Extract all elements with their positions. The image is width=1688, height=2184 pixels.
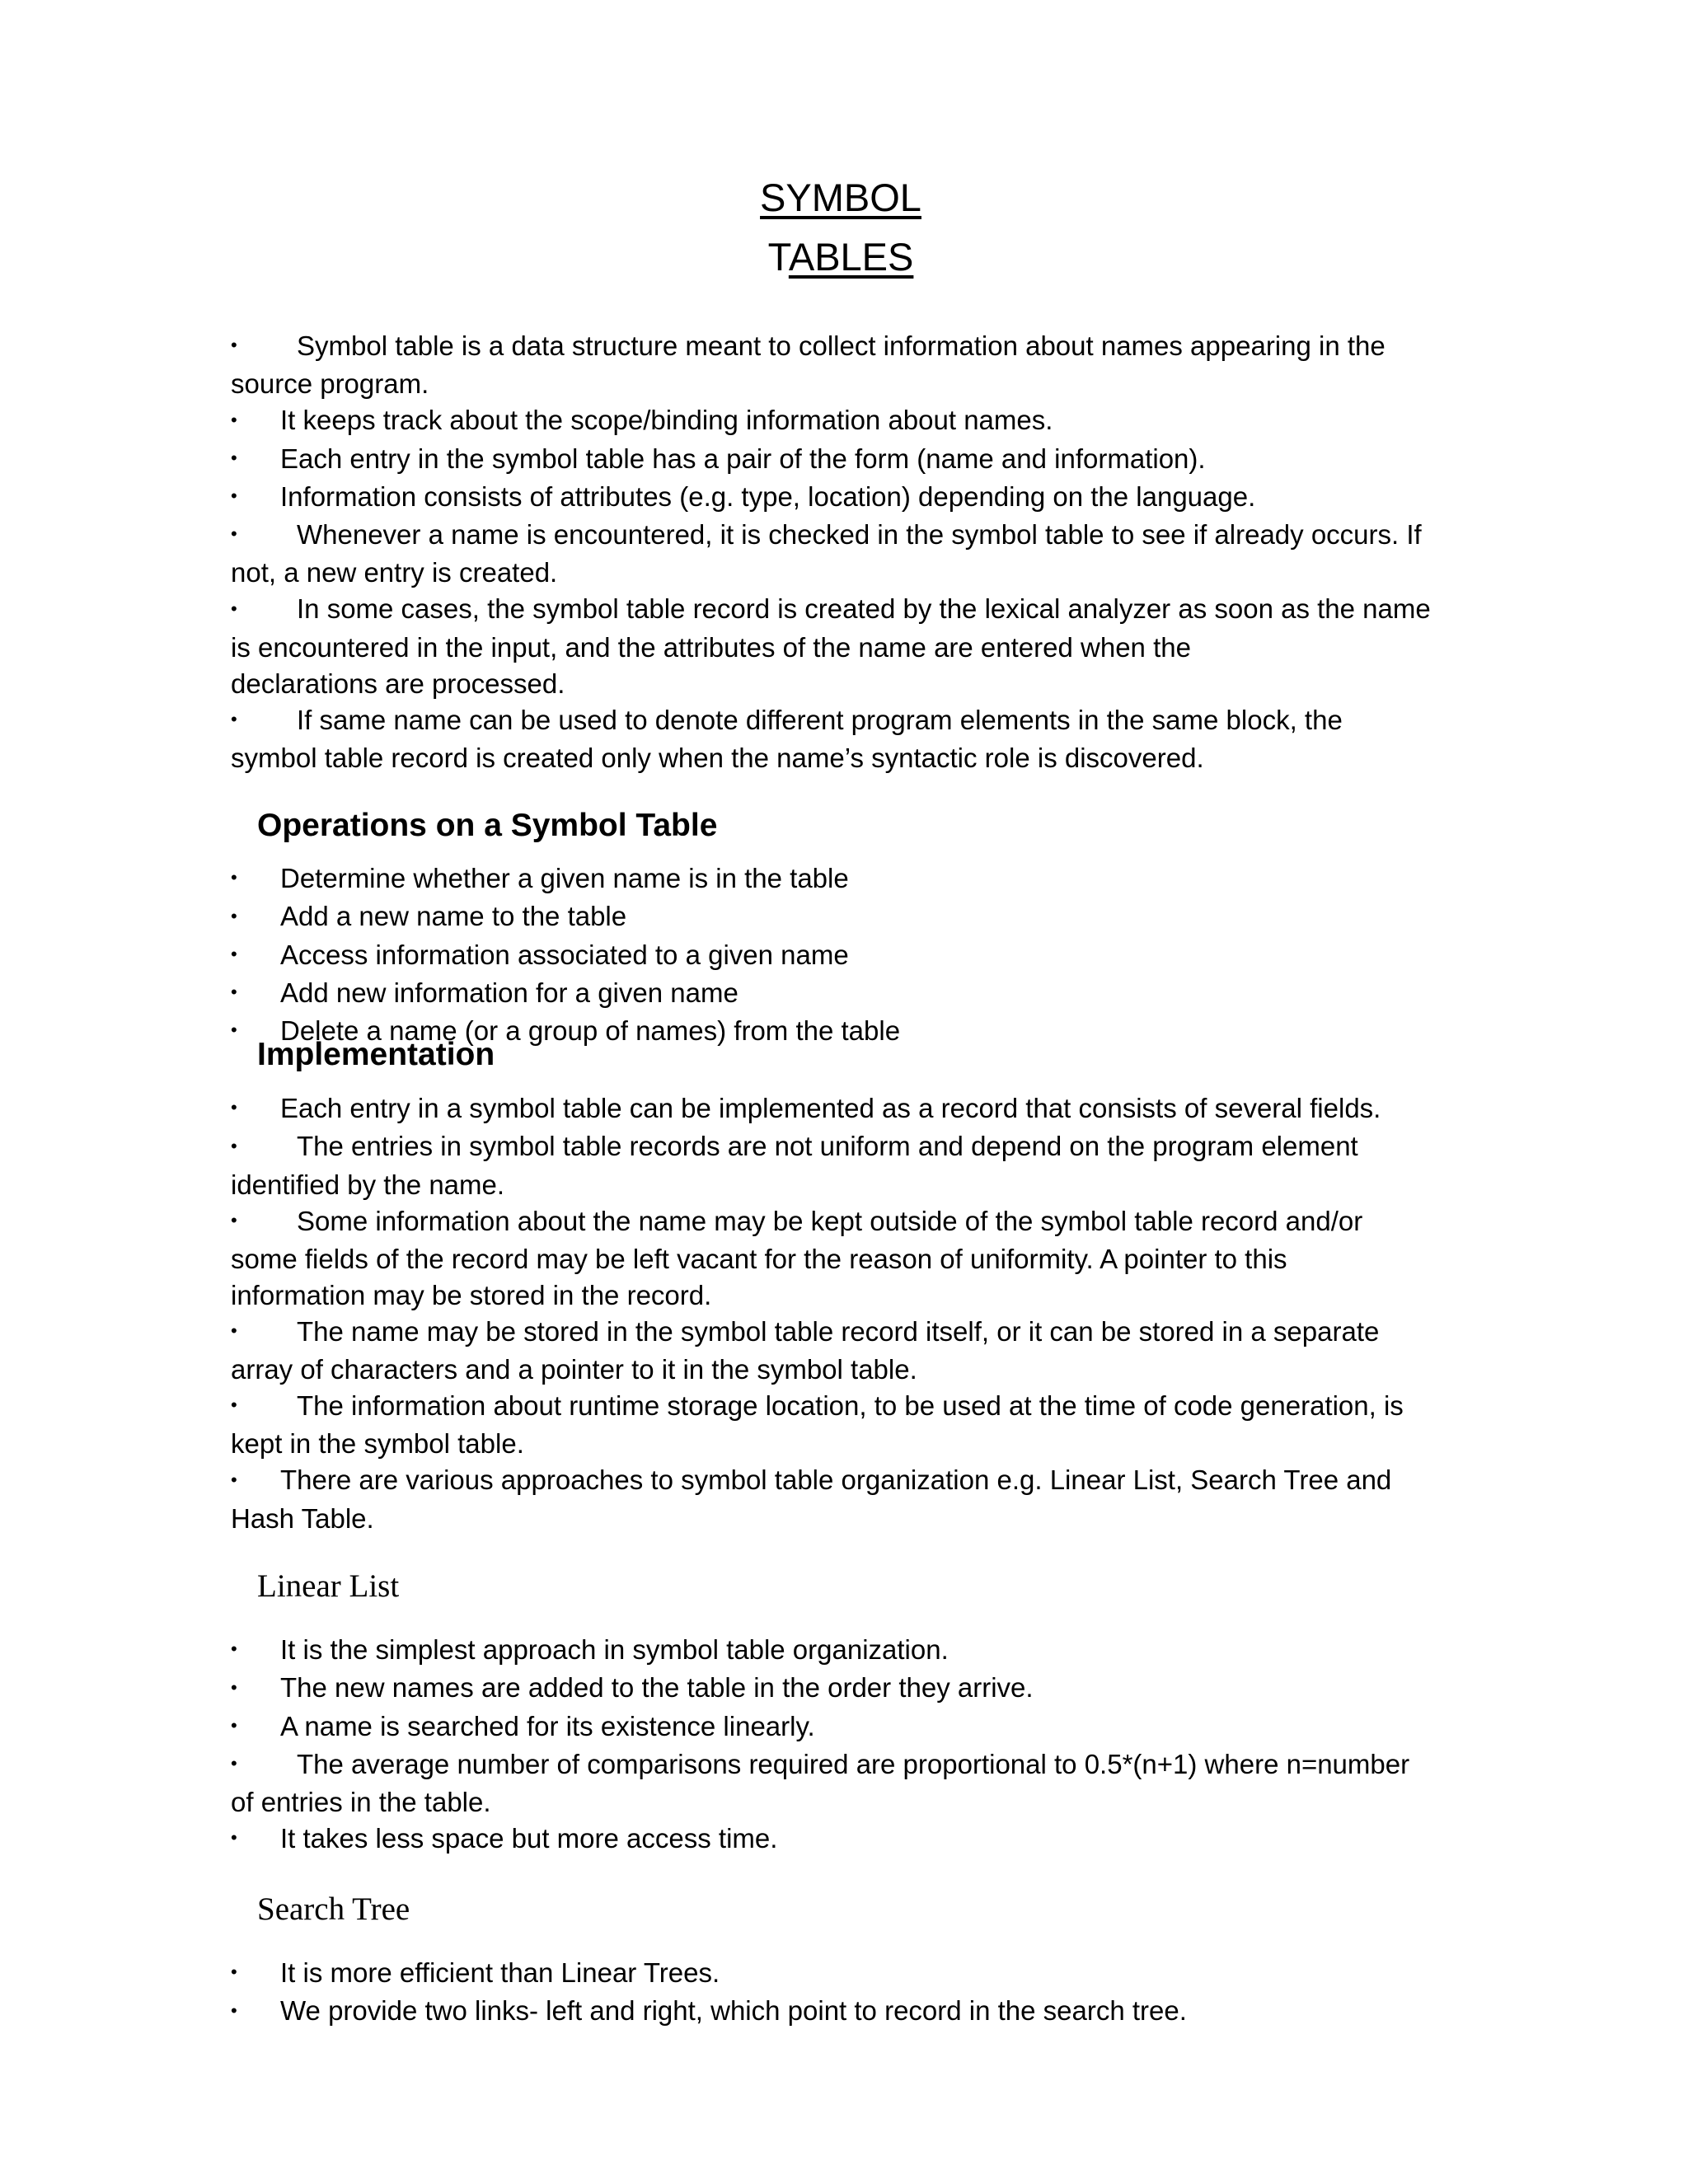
operations-heading: Operations on a Symbol Table bbox=[257, 808, 718, 843]
bullet: • bbox=[231, 1999, 237, 2021]
operations-list bbox=[231, 860, 1451, 1051]
intro-line: • Information consists of attributes (e.g. type, location) depending on the language. bbox=[231, 479, 1451, 517]
bullet: • bbox=[231, 598, 237, 619]
list-item: • Add a new name to the table bbox=[231, 898, 1451, 936]
implementation-heading: Implementation bbox=[257, 1037, 495, 1072]
bullet: • bbox=[231, 905, 237, 926]
intro-line: symbol table record is created only when the name’s syntactic role is discovered. bbox=[231, 742, 1204, 773]
bullet: • bbox=[231, 1676, 237, 1698]
search-tree-section bbox=[231, 1889, 1451, 1930]
linear-line: • The new names are added to the table in the order they arrive. bbox=[231, 1670, 1451, 1708]
impl-line: array of characters and a pointer to it in the symbol table. bbox=[231, 1354, 917, 1385]
search-tree-items bbox=[231, 1955, 1451, 2032]
impl-line: kept in the symbol table. bbox=[231, 1428, 524, 1460]
title-symbol: SYMBOL bbox=[760, 176, 921, 219]
linear-line: • It is the simplest approach in symbol table organization. bbox=[231, 1632, 1451, 1670]
implementation-list bbox=[231, 1090, 1451, 1537]
search-tree-line: • We provide two links- left and right, which point to record in the search tree. bbox=[231, 1993, 1451, 2031]
linear-list-section bbox=[231, 1566, 1451, 1607]
bullet: • bbox=[231, 447, 237, 468]
intro-line: • Whenever a name is encountered, it is checked in the symbol table to see if already occurs. If bbox=[231, 517, 1451, 555]
bullet: • bbox=[231, 1135, 237, 1156]
bullet: • bbox=[231, 1753, 237, 1774]
list-item: • Determine whether a given name is in the table bbox=[231, 860, 1451, 898]
bullet: • bbox=[231, 1827, 237, 1849]
bullet: • bbox=[231, 335, 237, 356]
impl-line: • The information about runtime storage location, to be used at the time of code generation, is bbox=[231, 1388, 1451, 1426]
impl-line: • The name may be stored in the symbol table record itself, or it can be stored in a separate bbox=[231, 1314, 1451, 1352]
impl-line: • Each entry in a symbol table can be implemented as a record that consists of several fields. bbox=[231, 1090, 1451, 1128]
linear-line: • The average number of comparisons required are proportional to 0.5*(n+1) where n=number bbox=[231, 1746, 1451, 1784]
linear-line: • It takes less space but more access time. bbox=[231, 1821, 1451, 1858]
impl-line: • There are various approaches to symbol table organization e.g. Linear List, Search Tree and bbox=[231, 1462, 1451, 1500]
search-tree-heading: Search Tree bbox=[257, 1891, 410, 1927]
bullet: • bbox=[231, 943, 237, 964]
list-item: • Access information associated to a given name bbox=[231, 937, 1451, 975]
impl-line: Hash Table. bbox=[231, 1502, 374, 1534]
implementation-section bbox=[231, 1034, 1451, 1076]
title-tables-initial: T bbox=[767, 235, 789, 279]
bullet: • bbox=[231, 1320, 237, 1342]
bullet: • bbox=[231, 1209, 237, 1230]
bullet: • bbox=[231, 708, 237, 729]
intro-line: • It keeps track about the scope/binding information about names. bbox=[231, 402, 1451, 440]
bullet: • bbox=[231, 1469, 237, 1490]
bullet: • bbox=[231, 485, 237, 507]
title-line-2 bbox=[231, 232, 1451, 282]
bullet: • bbox=[231, 867, 237, 888]
bullet: • bbox=[231, 1638, 237, 1660]
impl-line: identified by the name. bbox=[231, 1169, 505, 1200]
linear-line: • A name is searched for its existence linearly. bbox=[231, 1708, 1451, 1746]
intro-line: not, a new entry is created. bbox=[231, 557, 558, 588]
operations-section bbox=[231, 805, 1451, 846]
impl-line: information may be stored in the record. bbox=[231, 1279, 712, 1310]
bullet: • bbox=[231, 409, 237, 430]
bullet: • bbox=[231, 523, 237, 545]
impl-line: • Some information about the name may be kept outside of the symbol table record and/or bbox=[231, 1203, 1451, 1241]
intro-line: source program. bbox=[231, 368, 429, 400]
list-item: • Delete a name (or a group of names) from the table bbox=[231, 1013, 1451, 1051]
bullet: • bbox=[231, 1961, 237, 1983]
linear-line: of entries in the table. bbox=[231, 1787, 491, 1818]
intro-line: • If same name can be used to denote different program elements in the same block, the bbox=[231, 702, 1451, 740]
intro-section bbox=[231, 328, 1451, 776]
intro-line: declarations are processed. bbox=[231, 668, 565, 699]
bullet: • bbox=[231, 1097, 237, 1118]
linear-list-items bbox=[231, 1632, 1451, 1858]
search-tree-line: • It is more efficient than Linear Trees. bbox=[231, 1955, 1451, 1993]
list-item: • Add new information for a given name bbox=[231, 975, 1451, 1013]
title-line-1 bbox=[231, 173, 1451, 223]
bullet: • bbox=[231, 1394, 237, 1416]
intro-line: is encountered in the input, and the attributes of the name are entered when the bbox=[231, 631, 1191, 663]
intro-line: • Symbol table is a data structure meant to collect information about names appearing in the bbox=[231, 328, 1451, 366]
bullet: • bbox=[231, 1714, 237, 1736]
intro-line: • In some cases, the symbol table record is created by the lexical analyzer as soon as the name bbox=[231, 591, 1451, 629]
intro-line: • Each entry in the symbol table has a pair of the form (name and information). bbox=[231, 441, 1451, 479]
impl-line: some fields of the record may be left vacant for the reason of uniformity. A pointer to this bbox=[231, 1243, 1287, 1274]
bullet: • bbox=[231, 1019, 237, 1041]
title-tables-rest: ABLES bbox=[788, 235, 914, 279]
impl-line: • The entries in symbol table records are not uniform and depend on the program element bbox=[231, 1128, 1451, 1166]
linear-list-heading: Linear List bbox=[257, 1568, 400, 1604]
bullet: • bbox=[231, 982, 237, 1003]
